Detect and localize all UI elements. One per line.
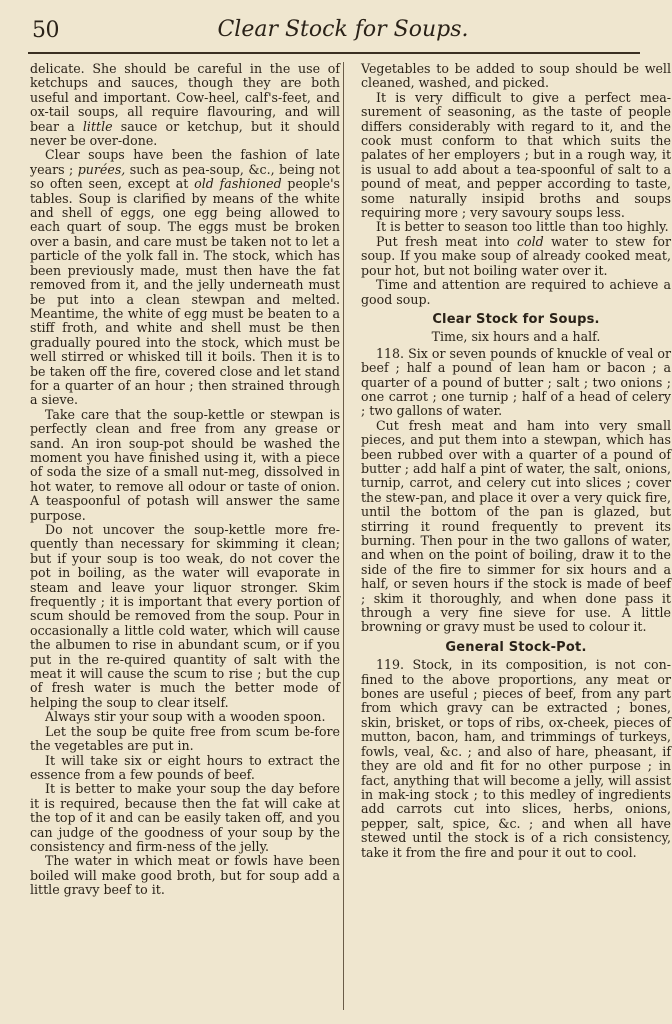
paragraph: Time and attention are required to achieve a good soup.: [361, 277, 671, 307]
paragraph: delicate. She should be careful in the use of ketchups and sauces, though they are both useful and important. Cow-heel, calf's-feet, and ox-tail soups, all require flavouring, and will bear a little sauce or ketchup, but it should never be over-done.: [30, 61, 340, 149]
page-header: [28, 14, 658, 50]
recipe-heading: Clear Stock for Soups.: [432, 311, 600, 327]
paragraph: Do not uncover the soup-kettle more fre-quently than necessary for skimming it clean; but if your soup is too weak, do not cover the pot in boiling, as the water will evaporate in steam and leave your liquor stronger. Skim frequently ; it is important that every portion of scum should be removed from the soup. Pour in occasionally a little cold water, which will cause the albumen to rise in abundant scum, or if you put in the re-quired quantity of salt with the meat it will cause the scum to rise ; but the cup of fresh water is much the better mode of helping the soup to clear itself.: [30, 522, 340, 710]
header-rule: [28, 52, 640, 54]
paragraph: Let the soup be quite free from scum be-fore the vegetables are put in.: [30, 723, 340, 754]
column-divider: [343, 62, 344, 1010]
paragraph: Vegetables to be added to soup should be well cleaned, washed, and picked.: [361, 61, 671, 91]
paragraph: Clear soups have been the fashion of late years ; purées, such as pea-soup, &c., being not so often seen, except at old fashioned people's tables. Soup is clarified by means of the white and shell of eggs, one egg being allowed to each quart of soup. The eggs must be broken over a basin, and care must be taken not to let a particle of the yolk fall in. The stock, which has been previously made, must then have the fat removed from it, and the jelly underneath must be put into a clean stewpan and melted. Meantime, the white of egg must be beaten to a stiff froth, and white and shell must be then gradually poured into the stock, which must be well stirred or whisked till it boils. Then it is to be taken off the fire, covered close and let stand for a quarter of an hour ; then strained through a sieve.: [30, 147, 340, 408]
paragraph: Cut fresh meat and ham into very small pieces, and put them into a stewpan, which has been rubbed over with a quarter of a pound of butter ; add half a pint of water, the salt, onions, turnip, carrot, and celery cut into slices ; cover the stew-pan, and place it over a very quick fire, until the bottom of the pan is glazed, but stirring it round frequently to prevent its burning. Then pour in the two gallons of water, and when on the point of boiling, draw it to the side of the fire to simmer for six hours and a half, or seven hours if the stock is made of beef ; skim it thoroughly, and when done pass it through a very fine sieve for use. A little browning or gravy must be used to colour it.: [361, 417, 672, 635]
paragraph: It is very difficult to give a perfect mea-surement of seasoning, as the taste of people differs considerably with regard to it, and the cook must conform to that which suits the palates of her employers ; but in a rough way, it is usual to add about a tea-spoonful of salt to a pound of meat, and pepper according to taste, some naturally insipid broths and soups requiring more ; very savoury soups less.: [361, 89, 671, 221]
recipe-time: Time, six hours and a half.: [431, 329, 601, 345]
paragraph: Put fresh meat into cold water to stew for soup. If you make soup of already cooked meat, pour hot, but not boiling water over it.: [361, 233, 671, 278]
page-number: 50: [32, 18, 59, 43]
left-column: [30, 62, 340, 898]
paragraph: 118. Six or seven pounds of knuckle of veal or beef ; half a pound of lean ham or bacon ; a quarter of a pound of butter ; salt ; two onions ; one carrot ; one turnip ; half of a head of celery ; two gallons of water.: [361, 345, 671, 419]
running-title: Clear Stock for Soups.: [217, 17, 469, 42]
paragraph: 119. Stock, in its composition, is not con-fined to the above proportions, any meat or bones are useful ; pieces of beef, from any part from which gravy can be extracted ; bones, skin, brisket, or tops of ribs, ox-cheek, pieces of mutton, bacon, ham, and trimmings of turkeys, fowls, veal, &c. ; and also of hare, pheasant, if they are old and fit for no other purpose ; in fact, anything that will become a jelly, will assist in mak-ing stock ; to this medley of ingredients add carrots cut into slices, herbs, onions, pepper, salt, spice, &c. ; and when all have stewed until the stock is of a rich consistency, take it from the fire and pour it out to cool.: [361, 657, 671, 860]
paragraph: It will take six or eight hours to extract the essence from a few pounds of beef.: [30, 752, 340, 782]
paragraph: Take care that the soup-kettle or stewpan is perfectly clean and free from any grease or sand. An iron soup-pot should be washed the moment you have finished using it, with a piece of soda the size of a small nut-meg, dissolved in hot water, to remove all odour or taste of onion. A teaspoonful of potash will answer the same purpose.: [30, 406, 340, 523]
recipe-heading: General Stock-Pot.: [445, 639, 587, 655]
paragraph: Always stir your soup with a wooden spoon.: [45, 709, 326, 725]
paragraph: The water in which meat or fowls have been boiled will make good broth, but for soup add a little gravy beef to it.: [30, 853, 340, 898]
right-column: [361, 62, 671, 860]
paragraph: It is better to make your soup the day before it is required, because then the fat will cake at the top of it and can be easily taken off, and you can judge of the goodness of your soup by the consistency and firm-ness of the jelly.: [30, 781, 340, 854]
paragraph: It is better to season too little than too highly.: [376, 219, 669, 235]
